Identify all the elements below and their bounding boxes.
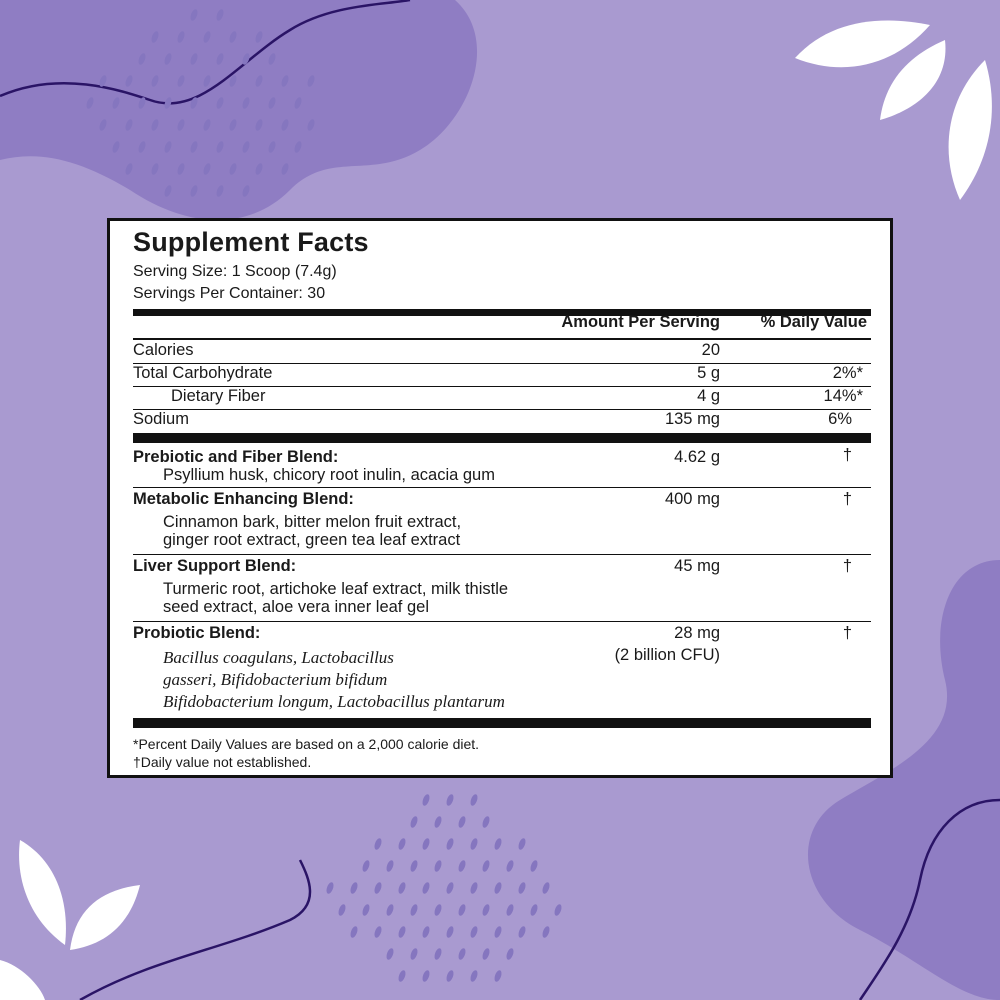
nutrient-amount: 20 xyxy=(701,341,720,359)
blend-amount: 400 mg xyxy=(664,490,720,508)
background-dot xyxy=(385,947,395,960)
background-dot xyxy=(493,881,503,894)
background-dot xyxy=(421,793,431,806)
background-dot xyxy=(373,881,383,894)
background-dot xyxy=(397,969,407,982)
background-dot xyxy=(409,815,419,828)
blend-daily-value: † xyxy=(842,446,852,464)
background-dot xyxy=(409,947,419,960)
background-dot xyxy=(481,903,491,916)
background-dot xyxy=(517,881,527,894)
blend-amount-cfu: (2 billion CFU) xyxy=(614,646,720,664)
background-dot xyxy=(517,925,527,938)
background-dot xyxy=(529,903,539,916)
blend-amount: 28 mg xyxy=(674,624,720,642)
leaf-decoration-bottom-left xyxy=(19,840,66,945)
background-dot xyxy=(397,925,407,938)
background-dot xyxy=(469,793,479,806)
background-dot xyxy=(481,947,491,960)
blend-name: Prebiotic and Fiber Blend: xyxy=(133,448,339,466)
divider xyxy=(133,487,871,488)
background-dot xyxy=(433,903,443,916)
background-dot xyxy=(421,969,431,982)
blend-amount: 4.62 g xyxy=(674,448,720,466)
serving-size: Serving Size: 1 Scoop (7.4g) xyxy=(133,263,337,280)
background-dot xyxy=(553,903,563,916)
blend-daily-value: † xyxy=(842,557,852,575)
background-dot xyxy=(433,947,443,960)
background-dot xyxy=(385,859,395,872)
blend-ingredients: gasseri, Bifidobacterium bifidum xyxy=(163,670,388,689)
blend-ingredients: Psyllium husk, chicory root inulin, acacia gum xyxy=(163,466,495,484)
background-dot xyxy=(397,881,407,894)
nutrient-daily-value: 2%* xyxy=(832,364,863,382)
blend-daily-value: † xyxy=(842,490,852,508)
background-dot xyxy=(505,859,515,872)
nutrient-name: Dietary Fiber xyxy=(171,387,266,405)
background-dot xyxy=(397,837,407,850)
background-dot xyxy=(433,815,443,828)
nutrient-amount: 135 mg xyxy=(664,410,720,428)
background-dot xyxy=(457,903,467,916)
blend-ingredients: Bifidobacterium longum, Lactobacillus plantarum xyxy=(163,692,505,711)
background-dot xyxy=(457,815,467,828)
blend-ingredients: ginger root extract, green tea leaf extract xyxy=(163,531,461,549)
blend-ingredients: Turmeric root, artichoke leaf extract, milk thistle xyxy=(163,580,509,598)
background-dot xyxy=(421,837,431,850)
background-dot xyxy=(445,881,455,894)
blend-name: Metabolic Enhancing Blend: xyxy=(133,490,354,508)
footnote-not-established: †Daily value not established. xyxy=(133,754,312,770)
column-header-daily-value: % Daily Value xyxy=(760,313,867,331)
background-dot xyxy=(433,859,443,872)
nutrient-amount: 4 g xyxy=(697,387,720,405)
leaf-decoration-top-right xyxy=(949,60,992,200)
nutrient-name: Total Carbohydrate xyxy=(133,364,273,382)
blend-name: Probiotic Blend: xyxy=(133,624,261,642)
background-dot xyxy=(457,859,467,872)
background-dot xyxy=(373,925,383,938)
background-dot xyxy=(361,859,371,872)
background-dot xyxy=(481,859,491,872)
blend-ingredients: Bacillus coagulans, Lactobacillus xyxy=(163,648,394,667)
facts-title: Supplement Facts xyxy=(133,227,369,257)
nutrient-name: Sodium xyxy=(133,410,189,428)
footnote-daily-values: *Percent Daily Values are based on a 2,000 calorie diet. xyxy=(133,736,480,752)
background-dot xyxy=(505,903,515,916)
background-dot xyxy=(337,903,347,916)
blend-ingredients: Cinnamon bark, bitter melon fruit extract, xyxy=(163,513,462,531)
background-dot xyxy=(361,903,371,916)
background-dot xyxy=(529,859,539,872)
leaf-decoration-bottom-left xyxy=(0,960,45,1000)
background-dot xyxy=(541,925,551,938)
background-dot xyxy=(421,881,431,894)
nutrient-daily-value: 6% xyxy=(828,410,852,428)
background-dot xyxy=(457,947,467,960)
background-dot xyxy=(445,925,455,938)
background-dot xyxy=(349,881,359,894)
background-dot xyxy=(421,925,431,938)
background-dot xyxy=(445,837,455,850)
leaf-decoration-bottom-left xyxy=(70,885,140,950)
background-dot xyxy=(409,903,419,916)
divider xyxy=(133,338,871,340)
column-header-amount: Amount Per Serving xyxy=(561,313,720,331)
background-dot xyxy=(409,859,419,872)
nutrient-amount: 5 g xyxy=(697,364,720,382)
background-dots-bottom xyxy=(325,793,563,982)
leaf-decoration-top-right xyxy=(795,21,930,68)
background-dot xyxy=(469,925,479,938)
blend-daily-value: † xyxy=(842,624,852,642)
background-dot xyxy=(493,837,503,850)
thick-divider xyxy=(133,433,871,443)
servings-per-container: Servings Per Container: 30 xyxy=(133,285,326,302)
background-blob-top-left xyxy=(0,0,477,220)
blend-ingredients: seed extract, aloe vera inner leaf gel xyxy=(163,598,429,616)
nutrient-name: Calories xyxy=(133,341,194,359)
divider xyxy=(133,621,871,622)
divider xyxy=(133,554,871,555)
background-dot xyxy=(493,969,503,982)
background-dot xyxy=(445,793,455,806)
supplement-facts-panel xyxy=(107,218,893,778)
nutrient-daily-value: 14%* xyxy=(823,387,863,405)
background-dot xyxy=(541,881,551,894)
blend-name: Liver Support Blend: xyxy=(133,557,297,575)
background-dot xyxy=(517,837,527,850)
background-dot xyxy=(325,881,335,894)
background-dot xyxy=(373,837,383,850)
background-dot xyxy=(505,947,515,960)
background-dot xyxy=(469,969,479,982)
blend-amount: 45 mg xyxy=(674,557,720,575)
background-dot xyxy=(385,903,395,916)
background-dot xyxy=(445,969,455,982)
background-dot xyxy=(481,815,491,828)
background-dot xyxy=(349,925,359,938)
background-dot xyxy=(469,837,479,850)
background-dot xyxy=(469,881,479,894)
divider xyxy=(133,409,871,410)
thick-divider xyxy=(133,718,871,728)
background-dot xyxy=(493,925,503,938)
